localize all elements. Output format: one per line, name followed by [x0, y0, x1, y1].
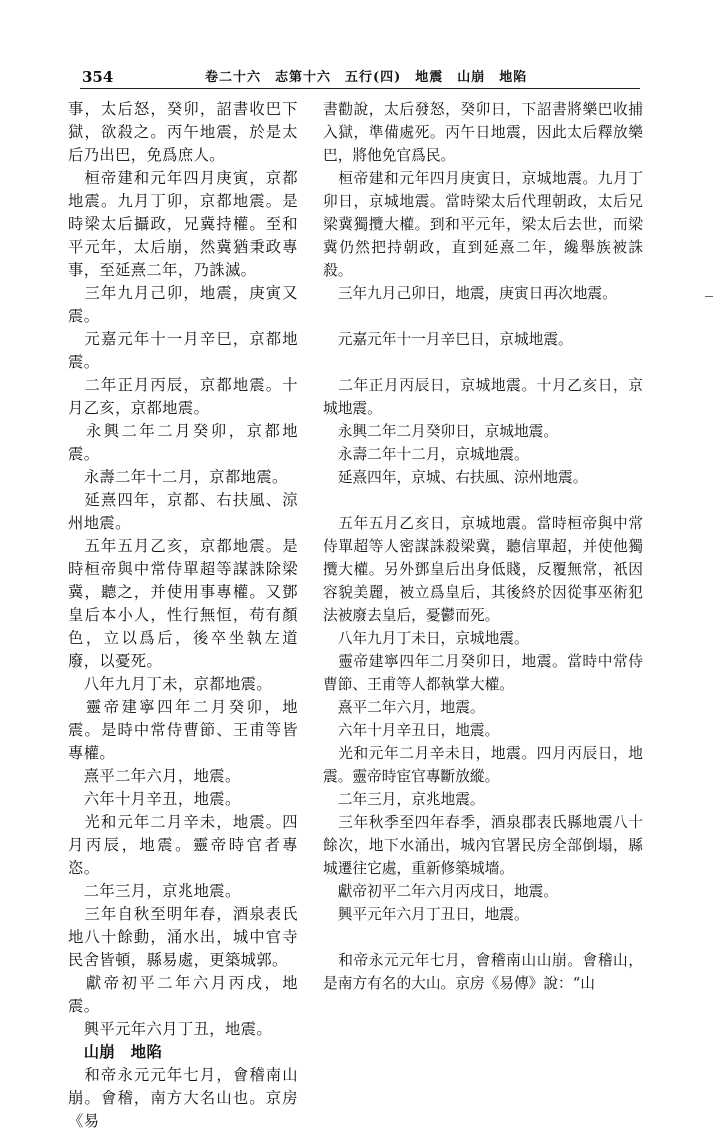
paragraph: 五年五月乙亥，京都地震。是時桓帝與中常侍單超等謀誅除梁冀，聽之，并使用事專權。又鄧皇后本小人，性行無恒，苟有顏色，立以爲后，後卒坐執左道廢，以憂死。 [68, 537, 298, 670]
paragraph: 書勸說，太后發怒，癸卯日，下詔書將樂巴收捕入獄，準備處死。丙午日地震，因此太后釋放樂巴，將他免官爲民。 [323, 101, 643, 164]
paragraph: 熹平二年六月，地震。 [323, 699, 485, 716]
section-heading: 山崩 地陷 [68, 1043, 163, 1061]
spacer [323, 351, 643, 374]
paragraph: 興平元年六月丁丑日，地震。 [323, 906, 529, 923]
paragraph: 二年三月，京兆地震。 [323, 791, 485, 808]
paragraph: 三年九月己卯日，地震，庚寅日再次地震。 [323, 285, 617, 302]
paragraph: 八年九月丁未，京都地震。 [68, 675, 273, 693]
paragraph: 三年秋季至四年春季，酒泉郡表氏縣地震八十餘次，地下水涌出，城內官署民房全部倒塌，縣城遷往它處，重新修築城墻。 [323, 814, 643, 877]
translation-text-column [323, 98, 643, 995]
running-title: 卷二十六 志第十六 五行(四) 地震 山崩 地陷 [205, 70, 528, 85]
paragraph: 事，太后怒，癸卯，詔書收巴下獄，欲殺之。丙午地震，於是太后乃出巴，免爲庶人。 [68, 100, 298, 164]
paragraph: 獻帝初平二年六月丙戌日，地震。 [323, 883, 559, 900]
paragraph: 和帝永元元年七月，會稽南山山崩。會稽山，是南方有名的大山。京房《易傳》說：“山 [323, 952, 643, 992]
paragraph: 元嘉元年十一月辛巳，京都地震。 [68, 330, 298, 371]
page-number: 354 [82, 68, 114, 86]
paragraph: 五年五月乙亥日，京城地震。當時桓帝與中常侍單超等人密謀誅殺梁冀，聽信單超，并使他獨攬大權。另外鄧皇后出身低賤，反覆無常，衹因容貌美麗，被立爲皇后，其後終於因從事巫術犯法被廢去皇后，憂鬱而死。 [323, 515, 643, 624]
paragraph: 六年十月辛丑，地震。 [68, 790, 241, 808]
spacer [323, 489, 643, 512]
paragraph: 獻帝初平二年六月丙戌，地震。 [68, 974, 298, 1015]
paragraph: 二年正月丙辰日，京城地震。十月乙亥日，京城地震。 [323, 377, 643, 417]
paragraph: 桓帝建和元年四月庚寅，京都地震。九月丁卯，京都地震。是時梁太后攝政，兄冀持權。至和平元年，太后崩，然冀猶秉政專事，至延熹二年，乃誅滅。 [68, 169, 298, 279]
paragraph: 八年九月丁未日，京城地震。 [323, 630, 529, 647]
paragraph: 二年三月，京兆地震。 [68, 882, 241, 900]
paragraph: 光和元年二月辛未日，地震。四月丙辰日，地震。靈帝時宦官專斷放縱。 [323, 745, 643, 785]
paragraph: 永壽二年十二月，京都地震。 [68, 468, 288, 486]
page-header [0, 0, 716, 88]
spacer [323, 926, 643, 949]
paragraph: 靈帝建寧四年二月癸卯，地震。是時中常侍曹節、王甫等皆專權。 [68, 698, 298, 762]
paragraph: 永興二年二月癸卯，京都地震。 [68, 422, 298, 463]
paragraph: 永壽二年十二月，京城地震。 [323, 446, 529, 463]
classical-text-column [68, 98, 298, 1133]
margin-mark [705, 296, 713, 297]
paragraph: 三年九月己卯，地震，庚寅又震。 [68, 284, 298, 325]
paragraph: 二年正月丙辰，京都地震。十月乙亥，京都地震。 [68, 376, 298, 417]
paragraph: 興平元年六月丁丑，地震。 [68, 1020, 273, 1038]
paragraph: 延熹四年，京城、右扶風、涼州地震。 [323, 469, 588, 486]
paragraph: 永興二年二月癸卯日，京城地震。 [323, 423, 559, 440]
paragraph: 光和元年二月辛未，地震。四月丙辰，地震。靈帝時官者專恣。 [68, 813, 298, 877]
paragraph: 六年十月辛丑日，地震。 [323, 722, 500, 739]
paragraph: 和帝永元元年七月，會稽南山崩。會稽，南方大名山也。京房《易 [68, 1066, 298, 1130]
paragraph: 三年自秋至明年春，酒泉表氏地八十餘動，涌水出，城中官寺民舍皆頓，縣易處，更築城郭。 [68, 905, 298, 969]
paragraph: 延熹四年，京都、右扶風、涼州地震。 [68, 491, 298, 532]
spacer [323, 305, 643, 328]
header-rule [80, 88, 640, 89]
paragraph: 元嘉元年十一月辛巳日，京城地震。 [323, 331, 573, 348]
paragraph: 桓帝建和元年四月庚寅日，京城地震。九月丁卯日，京城地震。當時梁太后代理朝政，太后兄梁冀獨攬大權。到和平元年，梁太后去世，而梁冀仍然把持朝政，直到延熹二年，纔舉族被誅殺。 [323, 170, 643, 279]
paragraph: 靈帝建寧四年二月癸卯日，地震。當時中常侍曹節、王甫等人都執掌大權。 [323, 653, 643, 693]
paragraph: 熹平二年六月，地震。 [68, 767, 241, 785]
